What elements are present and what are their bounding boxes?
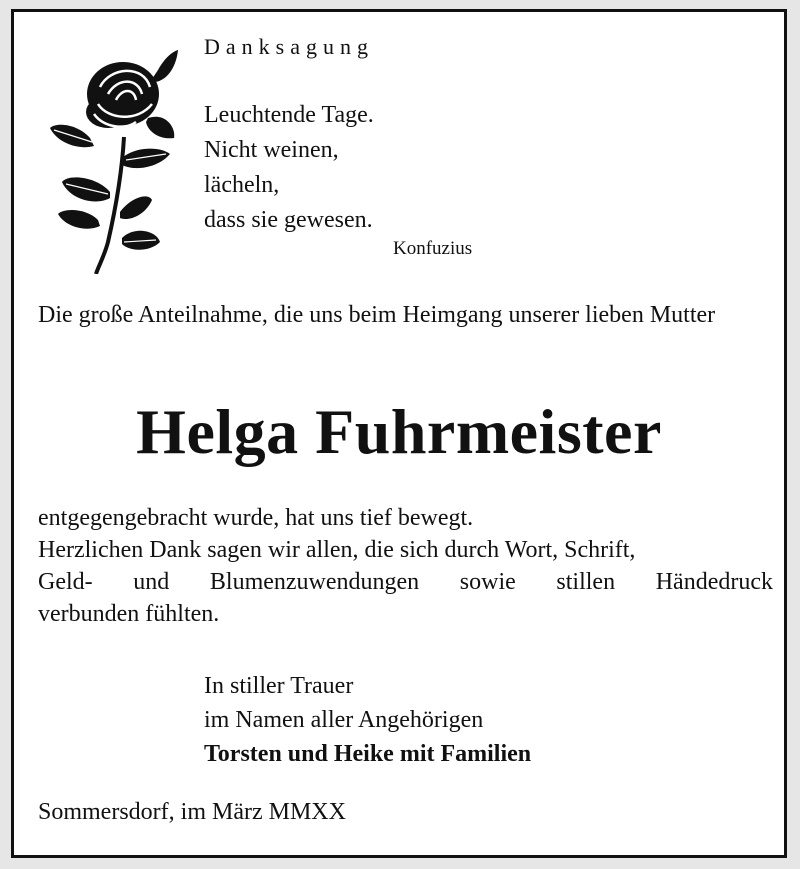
signers: Torsten und Heike mit Familien — [204, 741, 532, 767]
poem-line: lächeln, — [204, 172, 280, 198]
rose-icon — [38, 42, 178, 274]
place-date: Sommersdorf, im März MMXX — [38, 799, 346, 825]
poem-author: Konfuzius — [393, 238, 473, 259]
obituary-notice — [11, 9, 787, 858]
notice-heading: Danksagung — [204, 34, 374, 59]
intro-text: Die große Anteilnahme, die uns beim Heimgang unserer lieben Mutter — [38, 302, 716, 328]
poem-line: dass sie gewesen. — [204, 207, 373, 233]
thanks-line: entgegengebracht wurde, hat uns tief bewegt. — [38, 505, 474, 531]
thanks-line: verbunden fühlten. — [38, 601, 220, 627]
thanks-line: Geld- und Blumenzuwendungen sowie stillen Händedruck — [38, 569, 773, 595]
closing-line: In stiller Trauer — [204, 673, 354, 699]
closing-line: im Namen aller Angehörigen — [204, 707, 484, 733]
poem-line: Leuchtende Tage. — [204, 102, 374, 128]
thanks-text — [38, 502, 773, 630]
poem-quote — [204, 98, 374, 238]
closing-block — [204, 669, 531, 771]
deceased-name: Helga Fuhrmeister — [136, 396, 662, 467]
poem-line: Nicht weinen, — [204, 137, 339, 163]
thanks-line: Herzlichen Dank sagen wir allen, die sich durch Wort, Schrift, — [38, 537, 636, 563]
